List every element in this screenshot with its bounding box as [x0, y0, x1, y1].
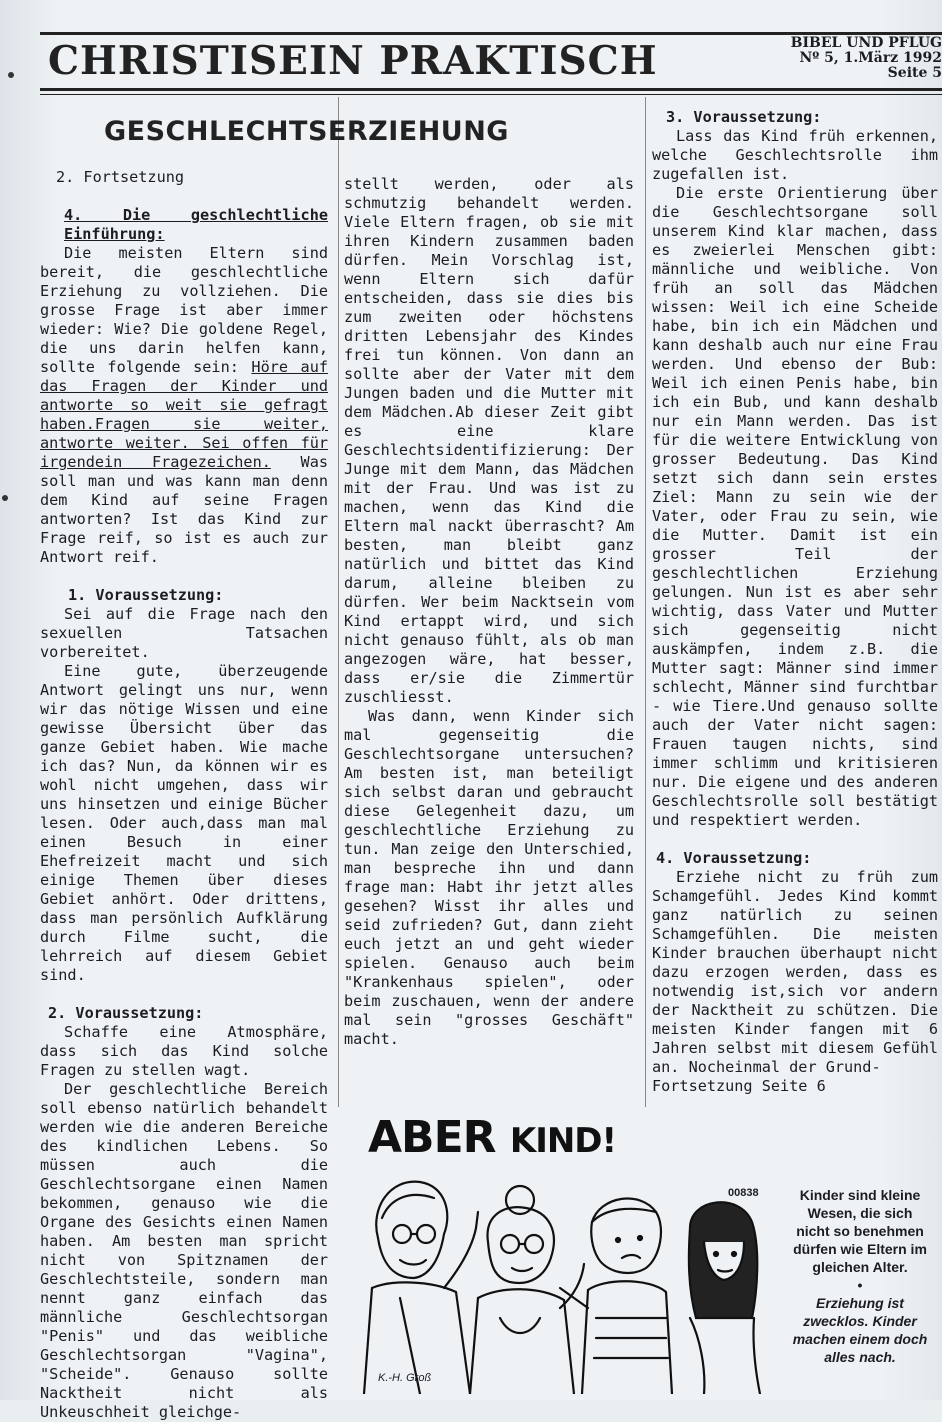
boy-figure [560, 1199, 672, 1394]
article-headline: GESCHLECHTSERZIEHUNG [104, 116, 509, 147]
section-heading: 3. Voraussetzung: [666, 108, 822, 126]
column-divider [338, 97, 339, 1107]
masthead-info [770, 36, 942, 81]
issue-date: Nº 5, 1.März 1992 [799, 50, 942, 66]
part-label: 2. Fortsetzung [56, 168, 185, 186]
paragraph: Erziehe nicht zu früh zum Schamgefühl. Jedes Kind kommt ganz natürlich zu seinen Schamgefühlen. Die meisten Kinder brauchen überhaupt nicht dazu erzogen werden, dass es notwendig ist,sich vor andern der Nacktheit zu schützen. Die meisten Kinder fangen mit 6 Jahren selbst mit diesem Gefühl an. Nocheinmal der Grund- [652, 868, 938, 1076]
paragraph: Die meisten Eltern sind bereit, die geschlechtliche Erziehung zu vollziehen. Die grosse Frage ist aber immer wieder: Wie? Die goldene Regel, die uns darin helfen kann, sollte folgende sein: Höre auf das Fragen der Kinder und antworte so weit sie gefragt haben.Fragen sie weiter, antworte weiter. Sei offen für irgendein Fragezeichen. Was soll man und was kann man denn dem Kind auf seine Fragen antworten? Ist das Kind zur Frage reif, so ist es auch zur Antwort reif. [40, 244, 328, 566]
article-column-3 [652, 108, 938, 1096]
paragraph: Sei auf die Frage nach den sexuellen Tatsachen vorbereitet. [40, 605, 328, 661]
paragraph: Schaffe eine Atmosphäre, dass sich das Kind solche Fragen zu stellen wagt. [40, 1023, 328, 1079]
page-number: Seite 5 [887, 65, 942, 81]
underlined-rule: Höre auf das Fragen der Kinder und antworte so weit sie gefragt haben.Fragen sie weiter, antworte weiter. Sei offen für irgendein Fragezeichen. [40, 358, 328, 471]
continued-note: Fortsetzung Seite 6 [652, 1077, 826, 1095]
paragraph: Die erste Orientierung über die Geschlechtsorgane soll unserem Kind klar machen, dass es zweierlei Menschen gibt: männliche und weibliche. Von früh an soll das Mädchen wissen: Weil ich eine Scheide habe, bin ich ein Mädchen und kann deshalb auch nur eine Frau werden. Und ebenso der Bub: Weil ich einen Penis habe, bin ich ein Bub, und kann deshalb nur ein Mann werden. Das ist für die weitere Entwicklung von grosser Bedeutung. Das Kind setzt sich dann sein erstes Ziel: Mann zu sein wie der Vater, oder Frau zu sein, wie die Mutter. Damit ist ein grosser Teil der geschlechtlichen Erziehung gelungen. Nun ist es aber sehr wichtig, dass Vater und Mutter sich gegenseitig nicht auskämpfen, indem z.B. die Mutter sagt: Männer sind immer schlecht, Männer sind furchtbar - wie Tiere.Und genauso sollte auch der Vater nicht sagen: Frauen taugen nichts, sind immer schlimm und kritisieren nur. Die eigene und des anderen Geschlechtsrolle soll bestätigt und respektiert werden. [652, 184, 938, 829]
caption-line-1: Kinder sind kleine Wesen, die sich nicht so benehmen dürfen wie Eltern im gleichen Alter. [793, 1187, 927, 1275]
article-column-2 [344, 175, 634, 1049]
grandmother-figure [470, 1186, 584, 1394]
grandfather-figure [364, 1182, 478, 1394]
publication-name: BIBEL UND PFLUG [790, 35, 942, 51]
section-heading: 1. Voraussetzung: [68, 586, 224, 604]
masthead-title: CHRISTISEIN PRAKTISCH [48, 38, 658, 84]
binder-hole [2, 495, 8, 501]
paragraph: Was dann, wenn Kinder sich mal gegenseitig die Geschlechtsorgane untersuchen? Am besten ist, man beteiligt sich selbst daran und gebraucht diese Gelegenheit dazu, um geschlechtliche Erziehung zu tun. Man zeige den Unterschied, man bespreche ihn und dann frage man: Habt ihr jetzt alles gesehen? Wisst ihr alles und seid zufrieden? Gut, dann zieht euch jetzt an und geht wieder spielen. Genauso auch beim "Krankenhaus spielen", oder beim zuschauen, wenn der andere mal sein "grosses Geschäft" macht. [344, 707, 634, 1048]
masthead-rule [40, 88, 942, 91]
cartoon-title: ABER KIND! [368, 1112, 617, 1163]
paragraph: Lass das Kind früh erkennen, welche Geschlechtsrolle ihm zugefallen ist. [652, 127, 938, 183]
paragraph: Der geschlechtliche Bereich soll ebenso natürlich behandelt werden wie die anderen Bereiche des kindlichen Lebens. So müssen auch die Geschlechtsorgane einen Namen bekommen, genauso wie die Organe des Gesichts einen Namen haben. Am besten man spricht nicht von Spitznamen der Geschlechtsteile, sondern man nennt ganz einfach das männliche Geschlechtsorgan "Penis" und das weibliche Geschlechtsorgan "Vagina", "Scheide". Genauso sollte Nacktheit nicht als Unkeuschheit gleichge- [40, 1080, 328, 1421]
section-heading: 4. Die geschlechtliche Einführung: [64, 206, 328, 243]
caption-line-2: Erziehung ist zwecklos. Kinder machen einem doch alles nach. [792, 1295, 928, 1365]
cartoon-caption [790, 1186, 930, 1366]
section-heading: 4. Voraussetzung: [656, 849, 812, 867]
caption-bullet: • [857, 1277, 863, 1293]
paragraph: Eine gute, überzeugende Antwort gelingt uns nur, wenn wir das nötige Wissen und eine gewisse Übersicht über das ganze Gebiet haben. Wie mache ich das? Nun, da können wir es wohl nicht umgehen, dass wir uns hinsetzen und einige Bücher lesen. Oder auch,dass man mal einen Besuch in einer Ehefreizeit macht und sich einige Themen über dieses Gebiet anhört. Oder drittens, dass man persönlich Aufklärung durch Filme sucht, die lehrreich auf diesem Gebiet sind. [40, 662, 328, 984]
column-divider [645, 97, 646, 1107]
masthead-rule-thin [40, 94, 942, 95]
section-heading: 2. Voraussetzung: [48, 1004, 204, 1022]
article-column-1 [40, 168, 328, 1422]
cartoon-code: 00838 [728, 1187, 759, 1199]
cartoon-illustration [360, 1168, 780, 1394]
paragraph: stellt werden, oder als schmutzig behandelt werden. Viele Eltern fragen, ob sie mit ihren Kindern zusammen baden dürfen. Mein Vorschlag ist, wenn Eltern sich dafür entscheiden, dass sie dies bis zum zweiten oder höchstens dritten Lebensjahr des Kindes frei tun können. Von dann an sollte aber der Vater mit dem Jungen baden und die Mutter mit dem Mädchen.Ab dieser Zeit gibt es eine klare Geschlechtsidentifizierung: Der Junge mit dem Mann, das Mädchen mit der Frau. Und was ist zu machen, wenn das Kind die Eltern mal nackt überrascht? Am besten, man bleibt ganz natürlich und bittet das Kind darum, alleine bleiben zu dürfen. Wer beim Nacktsein vom Kind ertappt wird, und sich nicht genauso fühlt, als ob man angezogen wäre, hat besser, dass er/sie die Zimmertür zuschliesst. [344, 175, 634, 706]
girl-figure [689, 1202, 760, 1394]
cartoonist-signature: K.-H. Groß [378, 1372, 432, 1384]
binder-hole [8, 72, 14, 78]
